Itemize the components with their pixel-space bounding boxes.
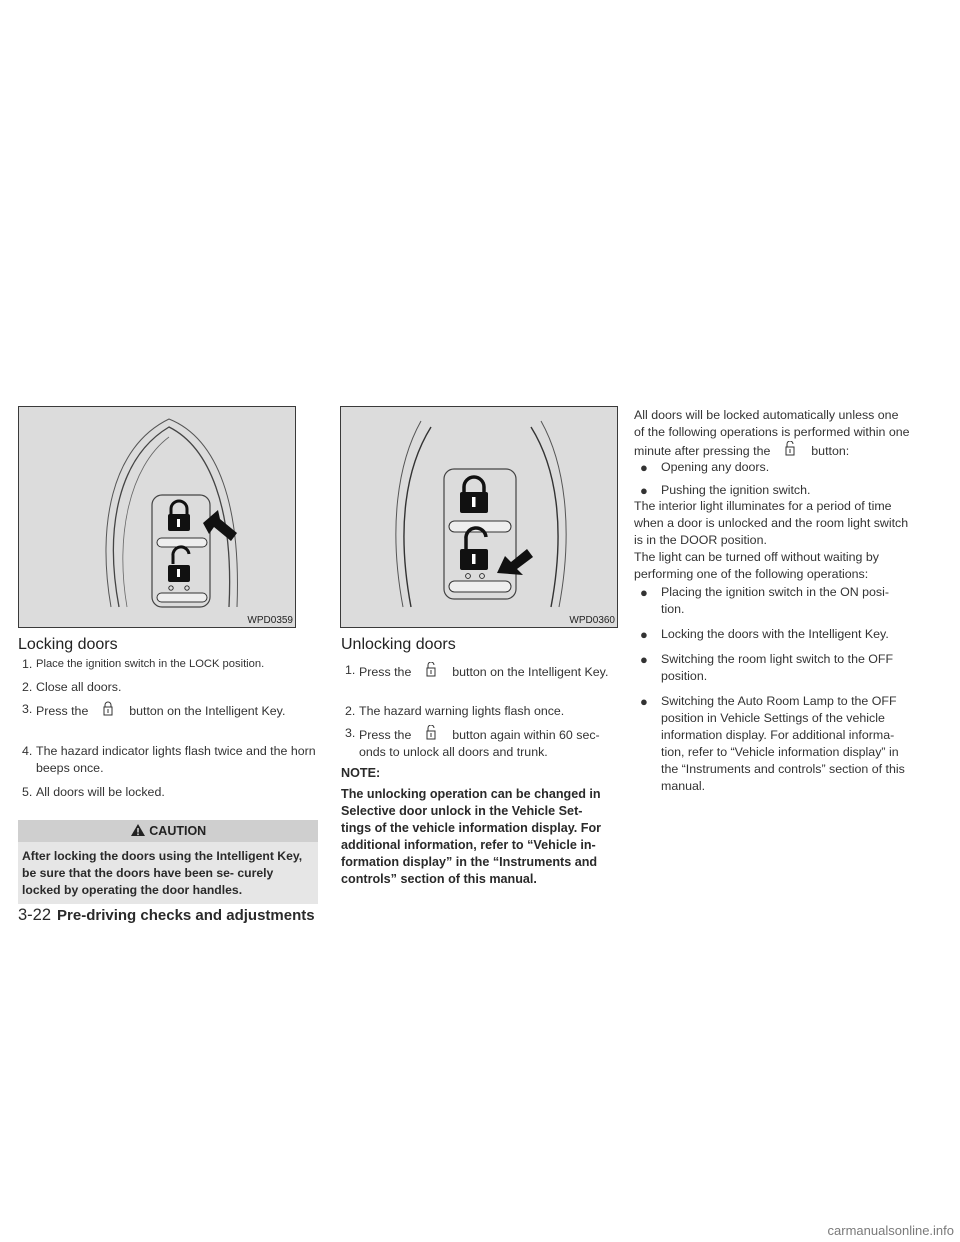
unlock-button-icon bbox=[415, 725, 449, 739]
note-title: NOTE: bbox=[341, 766, 381, 780]
lock-button-icon bbox=[774, 441, 808, 455]
section-heading-locking: Locking doors bbox=[18, 636, 118, 653]
locking-step: 4. The hazard indicator lights flash twice and the horn beeps once. bbox=[22, 744, 316, 775]
caution-text: After locking the doors using the Intelligent Key, be sure that the doors have been se- curely locked by operating the door handles. bbox=[18, 842, 318, 904]
keyfob-unlock-illustration bbox=[341, 407, 619, 629]
note-text: The unlocking operation can be changed in Selective door unlock in the Vehicle Set- tings of the vehicle information display. For additional information, refer to “Vehicle in- formation display” in the “Instruments and controls” section of this manual. bbox=[341, 787, 602, 886]
auto-lock-intro: All doors will be locked automatically unless one of the following operations is performed within one minute after pressing the button: bbox=[634, 408, 910, 458]
locking-step: 5. All doors will be locked. bbox=[22, 785, 165, 799]
list-item: ● Locking the doors with the Intelligent Key. bbox=[640, 627, 889, 642]
warning-icon bbox=[130, 823, 146, 837]
unlock-button-icon bbox=[415, 662, 449, 676]
unlocking-step: 3. Press the button again within 60 sec- onds to unlock all doors and trunk. bbox=[345, 726, 600, 759]
list-item: ● Switching the Auto Room Lamp to the OFF position in Vehicle Settings of the vehicle information display. For additional informa- tion, refer to “Vehicle information display” in the “Instruments and controls” section of this manual. bbox=[640, 694, 905, 793]
figure-code: WPD0359 bbox=[247, 615, 293, 626]
keyfob-lock-illustration bbox=[19, 407, 297, 629]
locking-step: 3. Press the button on the Intelligent Key. bbox=[22, 702, 286, 718]
list-item: ● Pushing the ignition switch. bbox=[640, 483, 811, 498]
figure-locking-keyfob bbox=[18, 406, 296, 628]
watermark: carmanualsonline.info bbox=[827, 1223, 954, 1238]
list-item: ● Placing the ignition switch in the ON posi- tion. bbox=[640, 585, 889, 616]
interior-light-paragraph: The interior light illuminates for a period of time when a door is unlocked and the room light switch is in the DOOR position. bbox=[634, 499, 909, 547]
unlocking-step: 1. Press the button on the Intelligent Key. bbox=[345, 663, 609, 679]
locking-step: 2. Close all doors. bbox=[22, 680, 122, 694]
page-number: 3-22 bbox=[18, 906, 52, 924]
list-item: ● Opening any doors. bbox=[640, 460, 770, 475]
caution-header: CAUTION bbox=[18, 820, 318, 842]
section-name: Pre-driving checks and adjustments bbox=[57, 907, 315, 924]
locking-step: 1. Place the ignition switch in the LOCK position. bbox=[22, 657, 265, 671]
page-footer bbox=[18, 906, 315, 925]
lock-button-icon bbox=[92, 701, 126, 715]
unlocking-step: 2. The hazard warning lights flash once. bbox=[345, 704, 565, 718]
section-heading-unlocking: Unlocking doors bbox=[341, 636, 456, 653]
turn-off-light-paragraph: The light can be turned off without waiting by performing one of the following operations: bbox=[634, 550, 879, 581]
figure-unlocking-keyfob bbox=[340, 406, 618, 628]
list-item: ● Switching the room light switch to the OFF position. bbox=[640, 652, 894, 683]
figure-code: WPD0360 bbox=[569, 615, 615, 626]
